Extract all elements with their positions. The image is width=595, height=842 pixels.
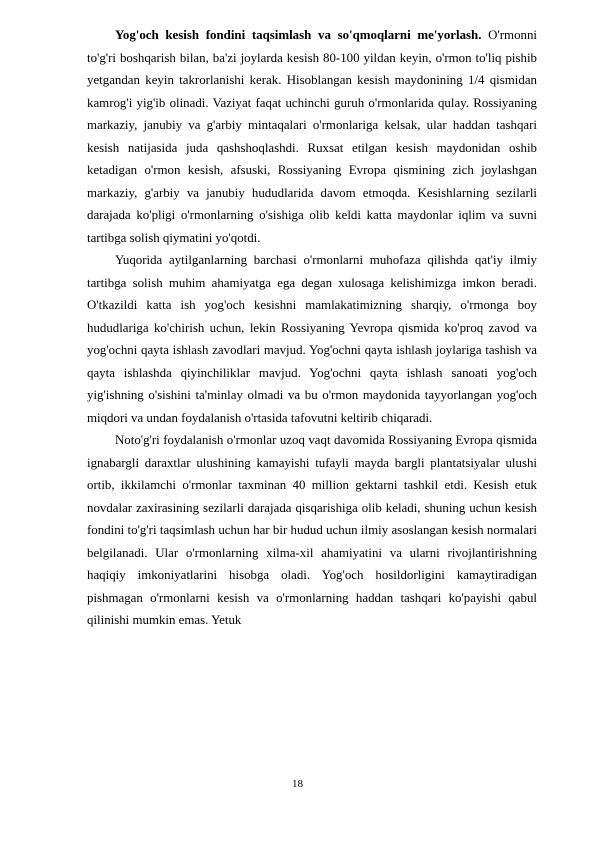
paragraph-3-text: Noto'g'ri foydalanish o'rmonlar uzoq vaqt davomida Rossiyaning Evropa qismida ignabargli daraxtlar ulushining kamayishi tufayli mayda bargli plantatsiyalar ulushi ortib, ikkilamchi o'rmonlar taxminan 40 million gektarni tashkil etdi. Kesish etuk novdalar zaxirasining sezilarli darajada qisqarishiga olib keladi, shuning uchun kesish fondini to'g'ri taqsimlash uchun har bir hudud uchun ilmiy asoslangan kesish normalari belgilanadi. Ular o'rmonlarning xilma-xil ahamiyatini va ularni rivojlantirishning haqiqiy imkoniyatlarini hisobga oladi. Yog'och hosildorligini kamaytiradigan pishmagan o'rmonlarni kesish va o'rmonlarning haddan tashqari ko'payishi qabul qilinishi mumkin emas. Yetuk bbox=[87, 433, 537, 627]
paragraph-1-text: O'rmonni to'g'ri boshqarish bilan, ba'zi joylarda kesish 80-100 yildan keyin, o'rmon to'liq pishib yetgandan keyin takrorlanishi kerak. Hisoblangan kesish maydonining 1/4 qismidan kamrog'i yig'ib olinadi. Vaziyat faqat uchinchi guruh o'rmonlarida qulay. Rossiyaning markaziy, janubiy va g'arbiy mintaqalari o'rmonlariga kelsak, ular haddan tashqari kesish natijasida juda qashshoqlashdi. Ruxsat etilgan kesish maydonidan oshib ketadigan o'rmon kesish, afsuski, Rossiyaning Evropa qismining zich joylashgan markaziy, g'arbiy va janubiy hududlarida davom etmoqda. Kesishlarning sezilarli darajada ko'pligi o'rmonlarning o'sishiga olib keldi katta maydonlar iqlim va suvni tartibga solish qiymatini yo'qotdi. bbox=[87, 28, 537, 245]
page-number: 18 bbox=[292, 778, 303, 790]
paragraph-2-text: Yuqorida aytilganlarning barchasi o'rmonlarni muhofaza qilishda qat'iy ilmiy tartibga solish muhim ahamiyatga ega degan xulosaga kelishimizga imkon beradi. O'tkazildi katta ish yog'och kesishni mamlakatimizning sharqiy, o'rmonga boy hududlariga ko'chirish uchun, lekin Rossiyaning Yevropa qismida ko'proq zavod va yog'ochni qayta ishlash zavodlari mavjud. Yog'ochni qayta ishlash joylariga tashish va qayta ishlashda qiyinchiliklar mavjud. Yog'ochni qayta ishlash sanoati yog'och yig'ishning o'sishini ta'minlay olmadi va bu o'rmon maydonida tayyorlangan yog'och miqdori va undan foydalanish o'rtasida tafovutni keltirib chiqaradi. bbox=[87, 253, 537, 425]
paragraph-3 bbox=[87, 429, 537, 632]
paragraph-1 bbox=[87, 24, 537, 249]
paragraph-2 bbox=[87, 249, 537, 429]
section-heading: Yog'och kesish fondini taqsimlash va so'qmoqlarni me'yorlash. bbox=[115, 28, 482, 42]
body-text bbox=[87, 24, 537, 632]
